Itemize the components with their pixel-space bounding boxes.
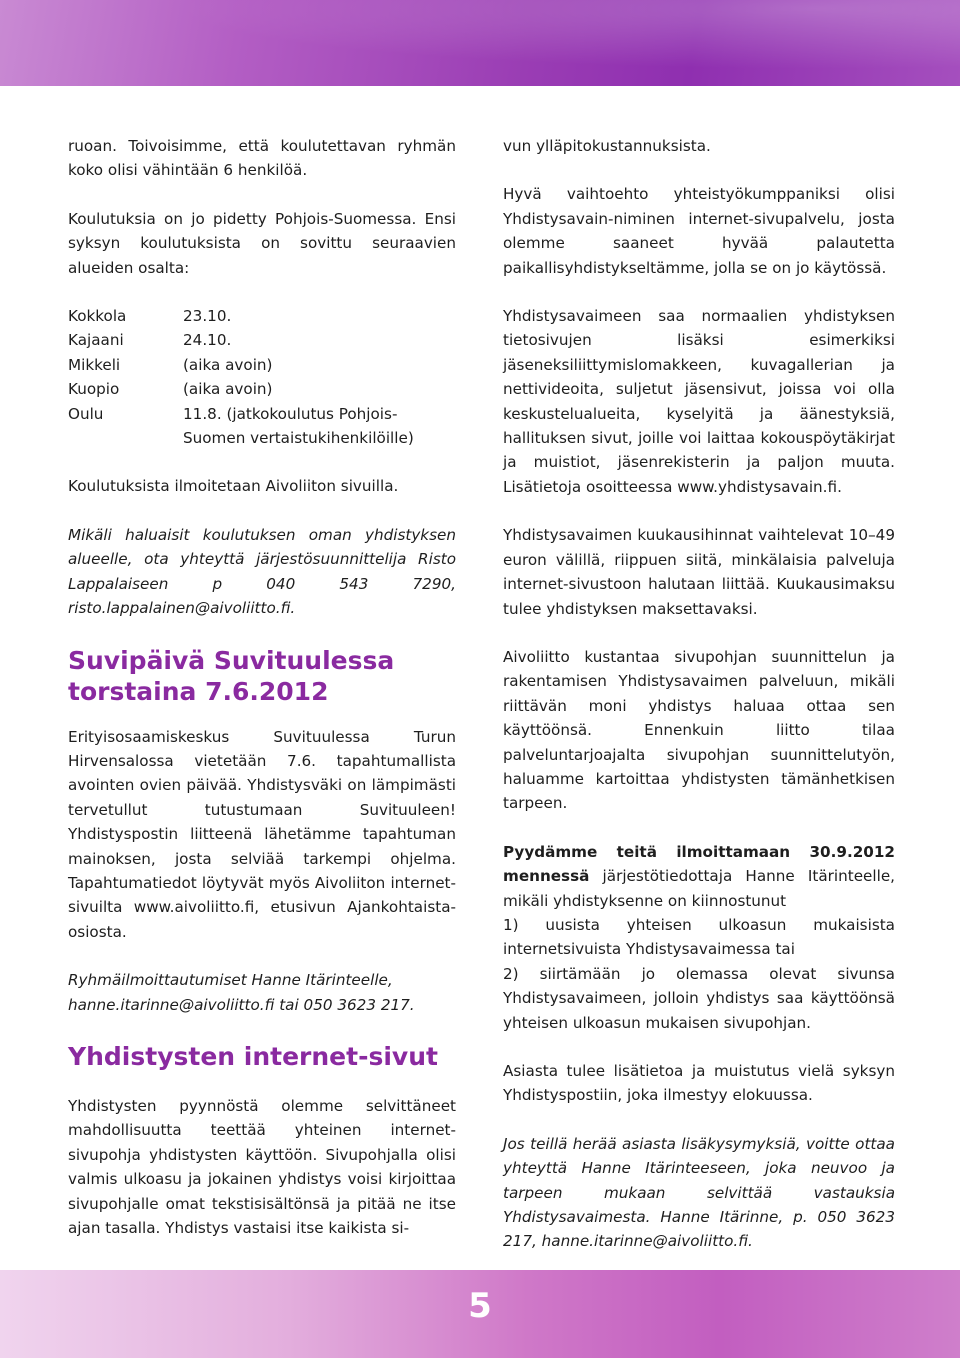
paragraph-trainings-announced: Koulutuksista ilmoitetaan Aivoliiton sivuilla.: [68, 477, 399, 496]
training-row: [68, 328, 456, 352]
paragraph-yhdistysavain-features: Yhdistysavaimeen saa normaalien yhdistyksen tietosivujen lisäksi esimerkiksi jäseneksiliittymislomakkeen, kuvagallerian ja nettivideoita, suljetut jäsensivut, joissa voi olla keskustelualueita, kyselyitä ja äänestyksiä, hallituksen sivut, joille voi laittaa kokouspöytäkirjat ja muistiot, jäsenrekisterin ja paljon muuta. Lisätietoja osoitteessa www.yhdistysavain.fi.: [503, 307, 895, 496]
page-number: 5: [468, 1286, 492, 1326]
training-city: Kokkola: [68, 307, 127, 326]
paragraph-maintenance-costs: vun ylläpitokustannuksista.: [503, 137, 711, 155]
training-city: Kuopio: [68, 380, 120, 399]
paragraph-request: [503, 840, 895, 1035]
paragraph-internet-sivut: Yhdistysten pyynnöstä olemme selvittäneet mahdollisuutta teettää yhteinen internet-sivupohja yhdistysten käyttöön. Sivupohjalla olisi valmis ulkoasu ja jokainen yhdistys voisi kirjoittaa sivupohjalle omat tekstisisältönsä ja pitää ne itse ajan tasalla. Yhdistys vastaisi itse kaikista si-: [68, 1096, 456, 1237]
request-deadline: Pyydämme teitä ilmoittamaan 30.9.2012 mennessä: [503, 842, 895, 886]
training-date: 24.10.: [183, 331, 232, 350]
training-row: [68, 353, 456, 377]
training-row: [68, 304, 456, 328]
paragraph-more-info: Asiasta tulee lisätietoa ja muistutus vielä syksyn Yhdistyspostiin, joka ilmestyy elokuussa.: [503, 1062, 895, 1105]
training-row: [68, 377, 456, 401]
heading-suvipaiva: [68, 645, 456, 707]
request-option-1: 1) uusista yhteisen ulkoasun mukaisista internetsivuista Yhdistysavaimessa tai: [503, 915, 895, 959]
top-decorative-band: [0, 0, 960, 86]
left-column: [68, 134, 456, 1264]
training-date: (aika avoin): [183, 355, 273, 374]
heading-internet-sivut: Yhdistysten internet-sivut: [68, 1041, 438, 1071]
heading-suvipaiva-line2: torstaina 7.6.2012: [68, 676, 329, 706]
paragraph-aivoliitto-funding: Aivoliitto kustantaa sivupohjan suunnittelun ja rakentamisen Yhdistysavaimen palveluun, mikäli riittävän moni yhdistys haluaa ottaa sen käyttöönsä. Ennenkuin liitto tilaa palveluntarjoajalta sivupohjan suunnittelutyön, haluamme kartoittaa yhdistysten tämänhetkisen tarpeen.: [503, 647, 895, 813]
right-column: [503, 134, 895, 1278]
training-city: Kajaani: [68, 331, 124, 350]
paragraph-suvipaiva: Erityisosaamiskeskus Suvituulessa Turun Hirvensalossa vietetään 7.6. tapahtumallista avointen ovien päivää. Yhdistysväki on lämpimästi tervetullut tutustumaan Suvituuleen! Yhdistyspostin liitteenä lähetämme tapahtuman mainoksen, josta selviää tarkempi ohjelma. Tapahtumatiedot löytyvät myös Aivoliiton internet-sivuilta www.aivoliitto.fi, etusivun Ajankohtaista-osiosta.: [68, 727, 456, 941]
request-text: järjestötiedottaja Hanne Itärinteelle, mikäli yhdistyksenne on kiinnostunut: [503, 867, 895, 910]
heading-suvipaiva-line1: Suvipäivä Suvituulessa: [68, 645, 395, 675]
paragraph-yhdistysavain-option: Hyvä vaihtoehto yhteistyökumppaniksi olisi Yhdistysavain-niminen internet-sivupalvelu, josta olemme saaneet hyvää palautetta paikallisyhdistykseltämme, jolla se on jo käytössä.: [503, 185, 895, 277]
paragraph-trainings-intro: Koulutuksia on jo pidetty Pohjois-Suomessa. Ensi syksyn koulutuksista on sovittu seuraavien alueiden osalta:: [68, 209, 456, 277]
training-city: Mikkeli: [68, 355, 121, 374]
paragraph-group-size: ruoan. Toivoisimme, että koulutettavan ryhmän koko olisi vähintään 6 henkilöä.: [68, 137, 456, 180]
training-date: (aika avoin): [183, 380, 273, 399]
paragraph-registration: Ryhmäilmoittautumiset Hanne Itärinteelle, hanne.itarinne@aivoliitto.fi tai 050 3623 217.: [68, 971, 415, 1014]
paragraph-contact-risto: Mikäli haluaisit koulutuksen oman yhdistyksen alueelle, ota yhteyttä järjestösuunnittelija Risto Lappalaiseen p 040 543 7290, risto.lappalainen@aivoliitto.fi.: [68, 525, 456, 618]
training-city: Oulu: [68, 404, 104, 423]
training-schedule: [68, 304, 456, 450]
training-date: 23.10.: [183, 307, 232, 326]
paragraph-contact-hanne: Jos teillä herää asiasta lisäkysymyksiä, voitte ottaa yhteyttä Hanne Itärinteeseen, joka neuvoo ja tarpeen mukaan selvittää vastauksia Yhdistysavaimesta. Hanne Itärinne, p. 050 3623 217, hanne.itarinne@aivoliitto.fi.: [503, 1134, 895, 1251]
training-date: 11.8. (jatkokoulutus Pohjois-Suomen vertaistukihenkilöille): [183, 404, 414, 448]
training-row: [68, 402, 456, 451]
paragraph-monthly-prices: Yhdistysavaimen kuukausihinnat vaihtelevat 10–49 euron välillä, riippuen siitä, minkälaisia palveluja internet-sivustoon halutaan liittää. Kuukausimaksu tulee yhdistyksen maksettavaksi.: [503, 526, 895, 618]
request-option-2: 2) siirtämään jo olemassa olevat sivunsa Yhdistysavaimeen, jolloin yhdistys saa käyttöönsä yhteisen ulkoasun mukaisen sivupohjan.: [503, 964, 895, 1032]
